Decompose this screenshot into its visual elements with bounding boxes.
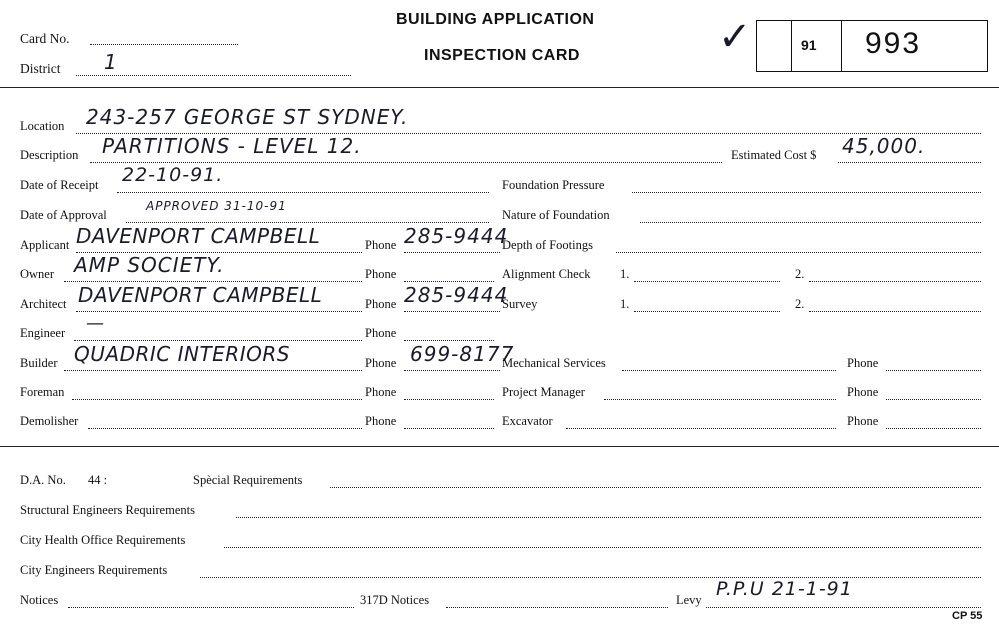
builder-phone-label: Phone [365, 356, 397, 370]
applicant-phone-label: Phone [365, 238, 397, 252]
applicant-value: DAVENPORT CAMPBELL [76, 224, 321, 248]
project-manager-phone-line [886, 399, 981, 400]
receipt-value: 22-10-91. [122, 164, 224, 186]
demolisher-phone-label: Phone [365, 414, 397, 428]
notices-317d-line [446, 607, 668, 608]
description-label: Description [20, 148, 79, 162]
nature-foundation-label: Nature of Foundation [502, 208, 610, 222]
project-manager-label: Project Manager [502, 385, 585, 399]
owner-line [64, 281, 362, 282]
survey-1-line [634, 311, 780, 312]
receipt-label: Date of Receipt [20, 178, 99, 192]
district-line [76, 75, 351, 76]
foundation-pressure-label: Foundation Pressure [502, 178, 605, 192]
survey-2-label: 2. [795, 297, 805, 311]
demolisher-phone-line [404, 428, 494, 429]
health-line [224, 547, 981, 548]
title-line-1: BUILDING APPLICATION [396, 11, 595, 28]
alignment-1-line [634, 281, 780, 282]
alignment-2-line [809, 281, 981, 282]
check-mark: ✓ [718, 14, 753, 60]
architect-phone-line [404, 311, 500, 312]
alignment-1-label: 1. [620, 267, 630, 281]
demolisher-label: Demolisher [20, 414, 79, 428]
demolisher-line [88, 428, 362, 429]
project-manager-line [604, 399, 836, 400]
engineer-line [74, 340, 362, 341]
depth-footings-label: Depth of Footings [502, 238, 593, 252]
survey-1-label: 1. [620, 297, 630, 311]
excavator-line [566, 428, 836, 429]
owner-phone-line [404, 281, 494, 282]
foreman-line [72, 399, 362, 400]
architect-label: Architect [20, 297, 67, 311]
excavator-phone-label: Phone [847, 414, 879, 428]
engineer-value: — [86, 313, 105, 334]
box-divider-1 [791, 21, 792, 71]
estimated-cost-label: Estimated Cost $ [731, 148, 817, 162]
foreman-phone-line [404, 399, 494, 400]
estimated-cost-line [838, 162, 981, 163]
depth-footings-line [616, 252, 981, 253]
survey-2-line [809, 311, 981, 312]
engineer-phone-label: Phone [365, 326, 397, 340]
box-left-number: 91 [801, 37, 817, 53]
approval-line [126, 222, 489, 223]
health-label: City Health Office Requirements [20, 533, 186, 547]
title-line-2: INSPECTION CARD [424, 47, 580, 64]
foreman-phone-label: Phone [365, 385, 397, 399]
da-no-value: 44 : [88, 473, 108, 487]
architect-value: DAVENPORT CAMPBELL [78, 283, 323, 307]
survey-label: Survey [502, 297, 538, 311]
district-value: 1 [104, 50, 118, 74]
levy-value: P.P.U 21-1-91 [716, 578, 853, 600]
mechanical-phone-line [886, 370, 981, 371]
builder-value: QUADRIC INTERIORS [74, 342, 290, 366]
description-line [90, 162, 722, 163]
location-value: 243-257 GEORGE ST SYDNEY. [86, 105, 409, 129]
nature-foundation-line [640, 222, 981, 223]
section-rule [0, 446, 999, 447]
notices-line [68, 607, 354, 608]
applicant-label: Applicant [20, 238, 70, 252]
special-requirements-line [330, 487, 981, 488]
architect-phone-value: 285-9444 [404, 283, 509, 307]
foundation-pressure-line [632, 192, 981, 193]
foreman-label: Foreman [20, 385, 65, 399]
structural-line [236, 517, 981, 518]
card-no-label: Card No. [20, 31, 70, 46]
engineer-label: Engineer [20, 326, 66, 340]
excavator-phone-line [886, 428, 981, 429]
city-engineers-label: City Engineers Requirements [20, 563, 168, 577]
form-code: CP 55 [952, 610, 983, 622]
alignment-2-label: 2. [795, 267, 805, 281]
levy-label: Levy [676, 593, 702, 607]
approval-value: APPROVED 31-10-91 [146, 199, 287, 213]
levy-line [706, 607, 981, 608]
city-engineers-line [200, 577, 981, 578]
receipt-line [117, 192, 489, 193]
architect-line [76, 311, 362, 312]
notices-label: Notices [20, 593, 59, 607]
approval-label: Date of Approval [20, 208, 107, 222]
applicant-phone-line [404, 252, 500, 253]
card-number-box [756, 20, 988, 72]
box-divider-2 [841, 21, 842, 71]
owner-phone-label: Phone [365, 267, 397, 281]
project-manager-phone-label: Phone [847, 385, 879, 399]
applicant-phone-value: 285-9444 [404, 224, 509, 248]
card-no-line [90, 44, 238, 45]
structural-label: Structural Engineers Requirements [20, 503, 195, 517]
engineer-phone-line [404, 340, 494, 341]
da-no-label: D.A. No. [20, 473, 66, 487]
notices-317d-label: 317D Notices [360, 593, 430, 607]
alignment-label: Alignment Check [502, 267, 591, 281]
owner-value: AMP SOCIETY. [74, 253, 225, 277]
description-value: PARTITIONS - LEVEL 12. [102, 134, 362, 158]
excavator-label: Excavator [502, 414, 553, 428]
builder-phone-value: 699-8177 [410, 342, 515, 366]
mechanical-label: Mechanical Services [502, 356, 606, 370]
location-label: Location [20, 119, 65, 133]
special-requirements-label: Spècial Requirements [193, 473, 303, 487]
owner-label: Owner [20, 267, 55, 281]
box-right-number: 993 [865, 27, 922, 60]
architect-phone-label: Phone [365, 297, 397, 311]
builder-label: Builder [20, 356, 58, 370]
header-rule [0, 87, 999, 88]
builder-phone-line [404, 370, 500, 371]
mechanical-phone-label: Phone [847, 356, 879, 370]
district-label: District [20, 61, 61, 76]
estimated-cost-value: 45,000. [842, 134, 926, 158]
builder-line [64, 370, 362, 371]
mechanical-line [622, 370, 836, 371]
